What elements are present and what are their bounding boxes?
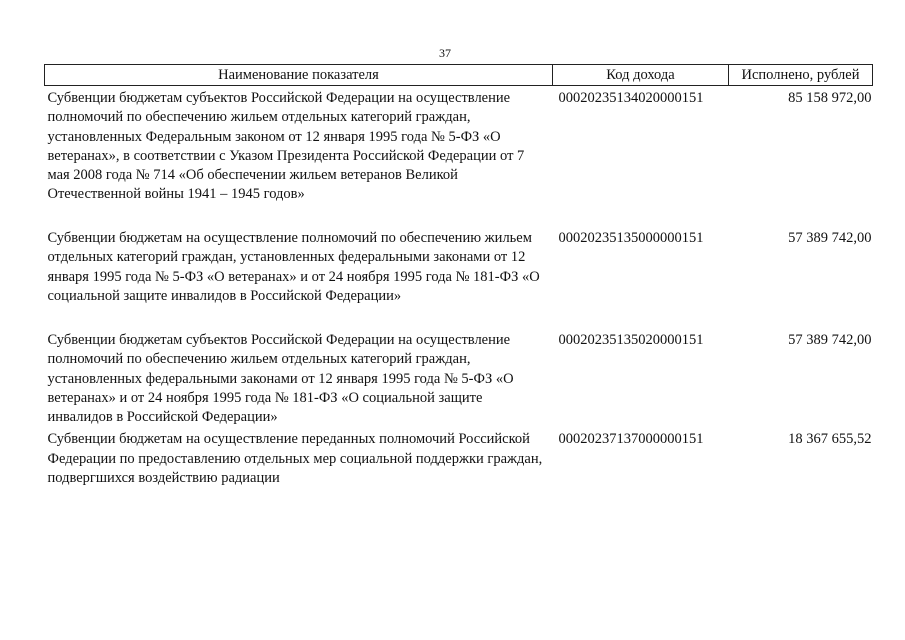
- revenue-code: 00020237137000000151: [558, 431, 704, 448]
- table-row: [45, 226, 873, 328]
- table-row: [45, 86, 873, 227]
- indicator-name: Субвенции бюджетам субъектов Российской Федерации на осуществление полномочий по обеспечению жильем отдельных категорий граждан, установленных Федеральным законом от 12 января 1995 года № 5-ФЗ «О ветеранах», в соответствии с Указом Президента Российской Федерации от 7 мая 2008 года № 714 «Об обеспечении жильем ветеранов Великой Отечественной войны 1941 – 1945 годов»: [47, 90, 525, 203]
- executed-amount: 57 389 742,00: [788, 332, 872, 348]
- table-row: [45, 328, 873, 427]
- table-row: [45, 427, 873, 490]
- executed-amount: 57 389 742,00: [788, 230, 872, 246]
- indicator-name: Субвенции бюджетам на осуществление полномочий по обеспечению жильем отдельных категорий граждан, установленных федеральными законами от 12 января 1995 года № 5-ФЗ «О ветеранах» и от 24 ноября 1995 года № 181-ФЗ «О социальной защите инвалидов в Российской Федерации»: [47, 230, 540, 304]
- column-header-name: Наименование показателя: [45, 65, 553, 86]
- revenue-table: [44, 64, 873, 490]
- column-header-code: Код дохода: [553, 65, 729, 86]
- table-header-row: [45, 65, 873, 86]
- page-number: 37: [439, 46, 451, 60]
- indicator-name: Субвенции бюджетам на осуществление переданных полномочий Российской Федерации по предоставлению отдельных мер социальной поддержки граждан, подвергшихся воздействию радиации: [47, 431, 543, 487]
- indicator-name: Субвенции бюджетам субъектов Российской Федерации на осуществление полномочий по обеспечению жильем отдельных категорий граждан, установленных федеральными законами от 12 января 1995 года № 5-ФЗ «О ветеранах» и от 24 ноября 1995 года № 181-ФЗ «О социальной защите инвалидов в Российской Федерации»: [47, 332, 514, 426]
- revenue-code: 00020235135020000151: [558, 332, 704, 348]
- revenue-code: 00020235135000000151: [558, 230, 704, 246]
- column-header-amount: Исполнено, рублей: [729, 65, 873, 86]
- executed-amount: 85 158 972,00: [788, 90, 872, 106]
- executed-amount: 18 367 655,52: [788, 431, 872, 448]
- revenue-code: 00020235134020000151: [558, 90, 704, 106]
